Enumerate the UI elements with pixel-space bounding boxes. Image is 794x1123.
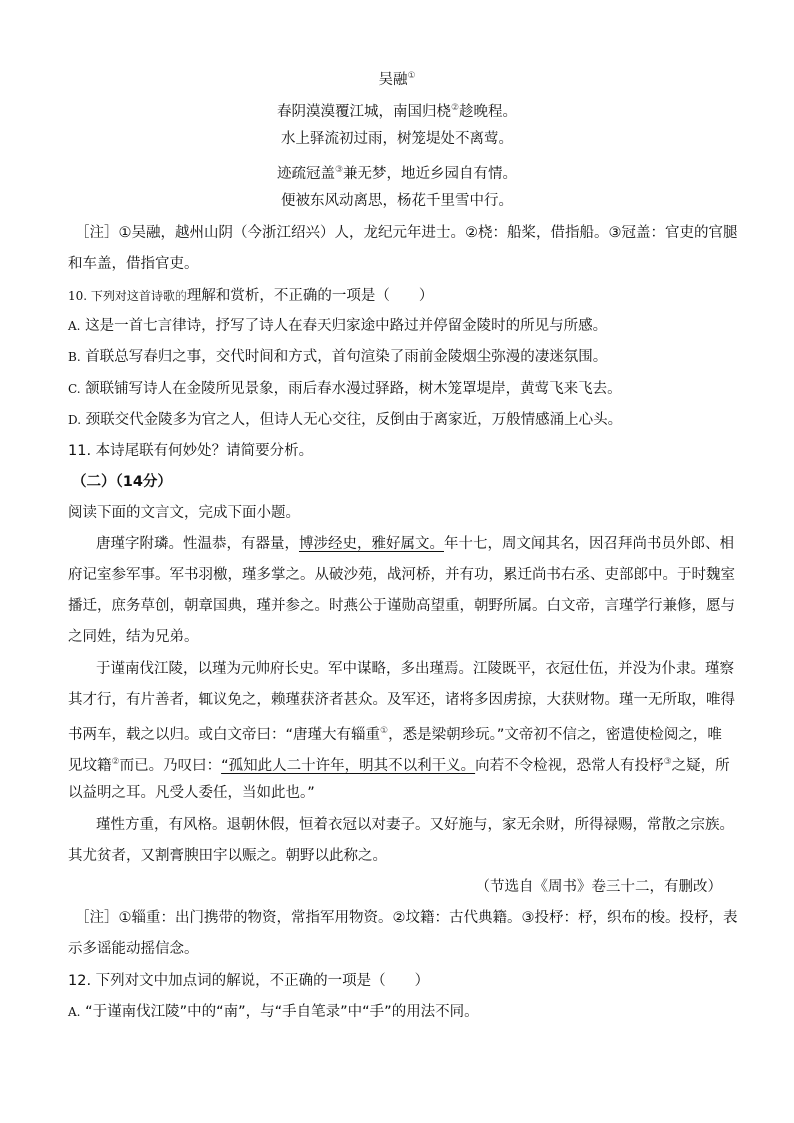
poem-note-line-2: 和车盖，借指官吏。	[68, 256, 199, 272]
question-10-stem: 10. 下列对这首诗歌$^的$理解和赏析，不正确的一项是（ ）	[68, 288, 434, 304]
footnote-marker: ③	[663, 757, 672, 767]
poem-author: 吴融①	[378, 71, 416, 88]
question-10-option-b: B. 首联总写春归之事，交代时间和方式，首句渲染了雨前金陵烟尘弥漫的凄迷氛围。	[68, 349, 608, 365]
passage-p3-line-1: 瑾性方重，有风格。退朝休假，恒着衣冠以对妻子。又好施与，家无余财，所得禄赐，常散之宗族。	[96, 817, 734, 833]
passage-p2-line-3: 书两车，载之以归。或白文帝曰：“唐瑾大有辎重①，悉是梁朝珍玩。”文帝初不信之，密遣使检阅之，唯	[68, 726, 722, 743]
poem-line-3: 迹疏冠盖③兼无梦，地近乡园自有情。	[276, 165, 518, 182]
poem-line-4: 便被东风动离思，杨花千里雪中行。	[281, 193, 513, 209]
question-10-option-c: C. 颔联铺写诗人在金陵所见景象，雨后春水漫过驿路，树木笼罩堤岸，黄莺飞来飞去。	[68, 381, 622, 397]
passage-p1-line-3: 播迁，庶务草创，朝章国典，瑾并参之。时燕公于谨勋高望重，朝野所属。白文帝，言瑾学行兼修，愿与	[68, 598, 735, 614]
question-10-option-d: D. 颈联交代金陵多为官之人，但诗人无心交往，反倒由于离家近，万般情感涌上心头。	[68, 412, 623, 428]
question-12-option-a: A. “于谨南伐江陵”中的“南”，与“手自笔录”中“手”的用法不同。	[68, 1004, 479, 1020]
footnote-marker: ②	[450, 103, 460, 113]
footnote-marker: ①	[407, 71, 416, 81]
passage-p1-line-4: 之同姓，结为兄弟。	[68, 629, 199, 645]
passage-p2-line-5: 以益明之耳。凡受人委任，当如此也。”	[68, 785, 315, 801]
underlined-sentence: “孤知此人二十许年，明其不以利干义。	[221, 757, 476, 774]
passage-p1-line-1: 唐瑾字附璘。性温恭，有器量，博涉经史，雅好属文。年十七，周文闻其名，因召拜尚书员外郎、相	[96, 536, 734, 552]
question-12-stem: 12. 下列对文中加点词的解说，不正确的一项是（ ）	[68, 973, 430, 989]
passage-source: （节选自《周书》卷三十二，有删改）	[475, 879, 722, 895]
question-10-option-a: A. 这是一首七言律诗，抒写了诗人在春天归家途中路过并停留金陵时的所见与所感。	[68, 318, 608, 334]
question-11: 11. 本诗尾联有何妙处？请简要分析。	[68, 443, 314, 459]
passage-p3-line-2: 其尤贫者，又割膏腴田宇以赈之。朝野以此称之。	[68, 848, 387, 864]
section-heading: （二）（14分）	[72, 474, 172, 490]
passage-p2-line-2: 其才行，有片善者，辄议免之，赖瑾获济者甚众。及军还，诸将多因虏掠，大获财物。瑾一无所取，唯得	[68, 692, 735, 708]
passage-note-line-2: 示多谣能动摇信念。	[68, 941, 199, 957]
footnote-marker: ③	[334, 165, 344, 175]
passage-p1-line-2: 府记室参军事。军书羽檄，瑾多掌之。从破沙苑，战河桥，并有功，累迁尚书右丞、吏部郎中。于时魏室	[68, 567, 735, 583]
footnote-marker: ②	[111, 757, 120, 767]
passage-p2-line-4: 见坟籍②而已。乃叹曰：“孤知此人二十许年，明其不以利干义。向若不令检视，恐常人有投杼③之疑，所	[68, 757, 730, 774]
passage-p2-line-1: 于谨南伐江陵，以瑾为元帅府长史。军中谋略，多出瑾焉。江陵既平，衣冠仕伍，并没为仆隶。瑾察	[96, 661, 734, 677]
reading-instruction: 阅读下面的文言文，完成下面小题。	[68, 505, 300, 521]
underlined-sentence: 博涉经史，雅好属文。	[299, 536, 444, 552]
poem-line-2: 水上驿流初过雨，树笼堤处不离莺。	[281, 131, 513, 147]
passage-note-line-1: ［注］①辎重：出门携带的物资，常指军用物资。②坟籍：古代典籍。③投杼：杼，织布的梭。投杼，表	[75, 910, 738, 926]
footnote-marker: ①	[380, 726, 389, 736]
poem-line-1: 春阴漠漠覆江城，南国归桡②趁晚程。	[276, 103, 518, 120]
poem-note-line-1: ［注］①吴融，越州山阴（今浙江绍兴）人，龙纪元年进士。②桡：船桨，借指船。③冠盖：官吏的官腿	[75, 225, 738, 241]
